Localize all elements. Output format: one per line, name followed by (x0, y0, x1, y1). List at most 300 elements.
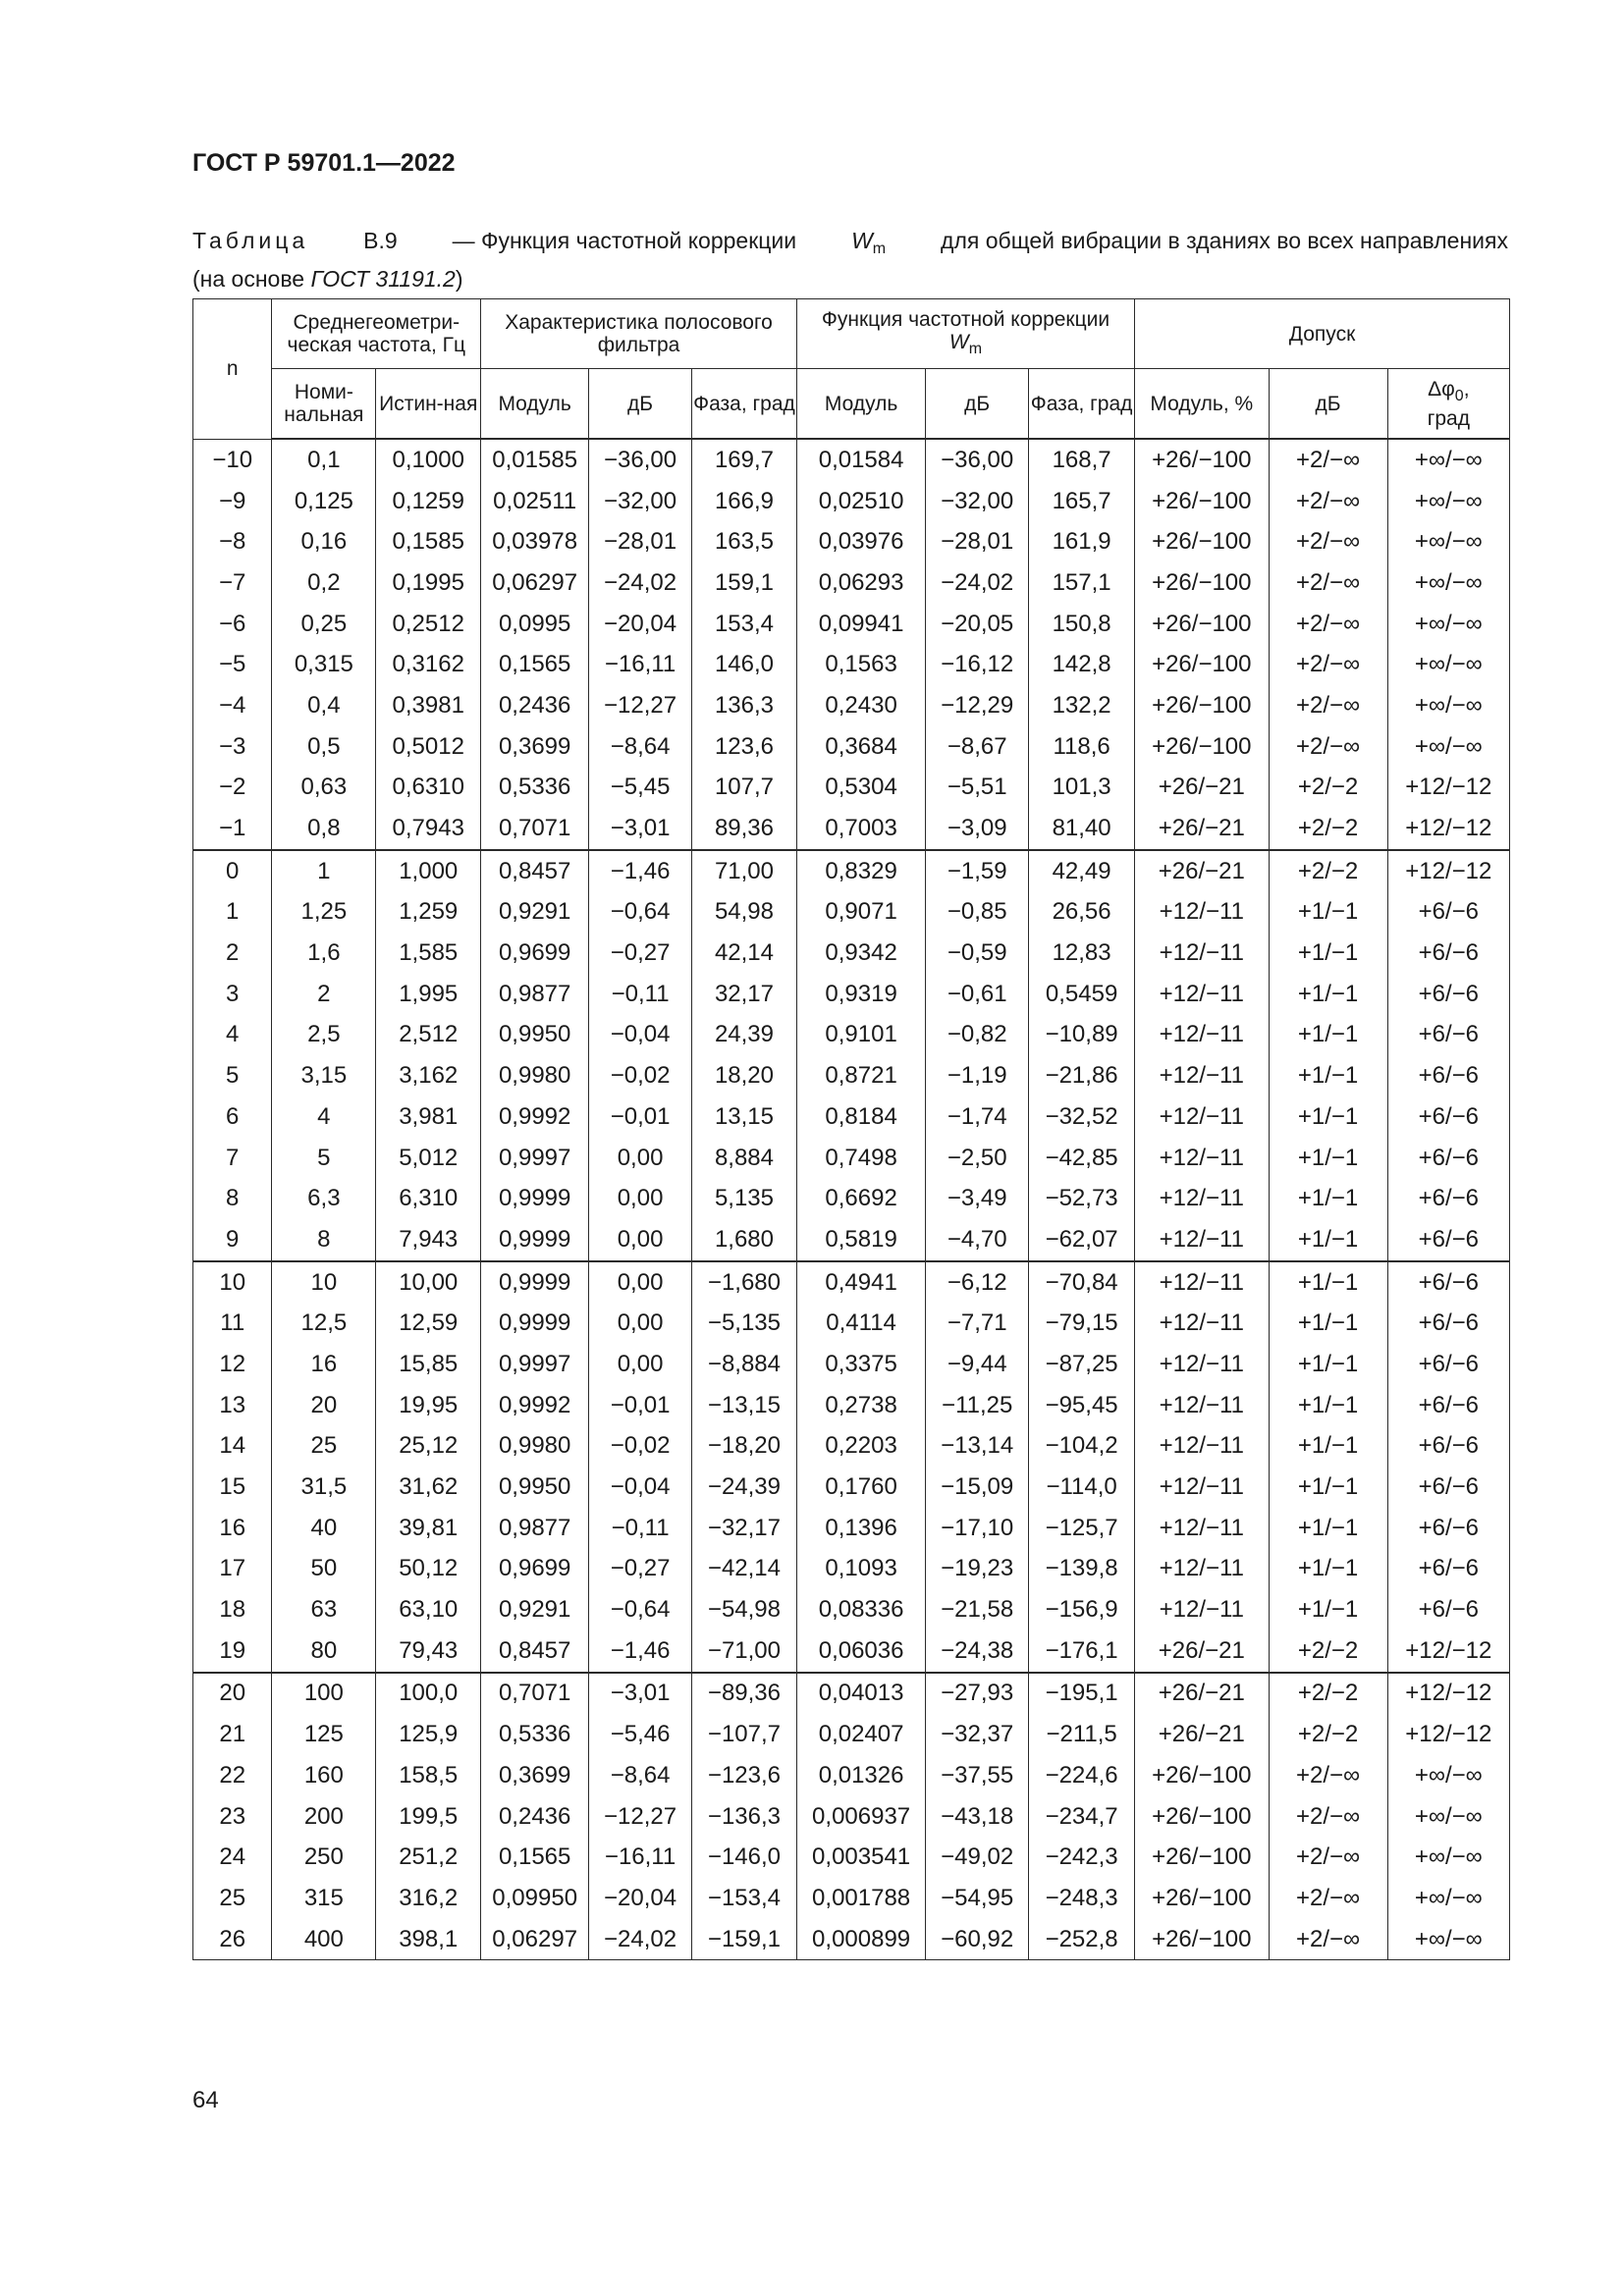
cell-filter-db: −0,27 (589, 1549, 692, 1590)
cell-correction-db: −54,95 (926, 1878, 1029, 1919)
cell-correction-phase: 42,49 (1029, 850, 1135, 892)
cell-n: −10 (193, 439, 272, 481)
table-row (193, 1919, 1510, 1960)
cell-tolerance-modulus: +12/−11 (1135, 1178, 1269, 1219)
cell-filter-db: 0,00 (589, 1303, 692, 1344)
cell-true-freq: 25,12 (376, 1426, 481, 1468)
cell-tolerance-modulus: +12/−11 (1135, 1055, 1269, 1096)
cell-correction-phase: −87,25 (1029, 1344, 1135, 1385)
cell-filter-phase: 166,9 (692, 481, 797, 522)
cell-filter-phase: 169,7 (692, 439, 797, 481)
cell-tolerance-phase: +∞/−∞ (1387, 644, 1509, 685)
cell-n: 9 (193, 1219, 272, 1261)
cell-filter-modulus: 0,09950 (481, 1878, 589, 1919)
cell-tolerance-modulus: +12/−11 (1135, 1344, 1269, 1385)
header-frequency-group: Среднегеометри-ческая частота, Гц (272, 299, 481, 369)
cell-true-freq: 199,5 (376, 1796, 481, 1838)
cell-correction-modulus: 0,03976 (796, 521, 925, 562)
cell-tolerance-phase: +6/−6 (1387, 1261, 1509, 1304)
cell-filter-db: −0,11 (589, 974, 692, 1015)
cell-n: 17 (193, 1549, 272, 1590)
cell-filter-modulus: 0,7071 (481, 1673, 589, 1715)
cell-correction-db: −0,59 (926, 933, 1029, 974)
cell-nominal-freq: 5 (272, 1138, 376, 1179)
cell-filter-modulus: 0,9997 (481, 1138, 589, 1179)
table-row (193, 644, 1510, 685)
cell-true-freq: 0,3162 (376, 644, 481, 685)
cell-correction-db: −1,19 (926, 1055, 1029, 1096)
header-tolerance-phase-symbol: Δφ (1428, 377, 1455, 400)
cell-n: 8 (193, 1178, 272, 1219)
cell-tolerance-modulus: +12/−11 (1135, 892, 1269, 934)
cell-filter-db: 0,00 (589, 1178, 692, 1219)
cell-nominal-freq: 0,1 (272, 439, 376, 481)
cell-correction-phase: −95,45 (1029, 1385, 1135, 1426)
cell-filter-modulus: 0,9999 (481, 1219, 589, 1261)
cell-true-freq: 7,943 (376, 1219, 481, 1261)
cell-filter-phase: 107,7 (692, 768, 797, 809)
cell-true-freq: 0,1000 (376, 439, 481, 481)
cell-correction-modulus: 0,7498 (796, 1138, 925, 1179)
caption-line-1 (192, 226, 1508, 264)
cell-tolerance-phase: +∞/−∞ (1387, 1755, 1509, 1796)
table-row (193, 481, 1510, 522)
cell-filter-modulus: 0,9999 (481, 1303, 589, 1344)
cell-nominal-freq: 20 (272, 1385, 376, 1426)
cell-tolerance-phase: +6/−6 (1387, 1055, 1509, 1096)
cell-tolerance-modulus: +12/−11 (1135, 1508, 1269, 1549)
cell-true-freq: 79,43 (376, 1630, 481, 1673)
table-row (193, 1508, 1510, 1549)
cell-tolerance-phase: +12/−12 (1387, 1673, 1509, 1715)
cell-tolerance-modulus: +12/−11 (1135, 1096, 1269, 1138)
cell-true-freq: 50,12 (376, 1549, 481, 1590)
cell-tolerance-db: +1/−1 (1269, 1015, 1387, 1056)
cell-n: −8 (193, 521, 272, 562)
cell-filter-db: 0,00 (589, 1344, 692, 1385)
cell-tolerance-db: +2/−∞ (1269, 726, 1387, 768)
cell-tolerance-modulus: +12/−11 (1135, 1467, 1269, 1508)
cell-tolerance-db: +2/−∞ (1269, 521, 1387, 562)
cell-true-freq: 12,59 (376, 1303, 481, 1344)
cell-tolerance-modulus: +12/−11 (1135, 1015, 1269, 1056)
cell-filter-modulus: 0,2436 (481, 1796, 589, 1838)
header-n: n (193, 299, 272, 440)
cell-tolerance-modulus: +12/−11 (1135, 1138, 1269, 1179)
cell-filter-phase: 146,0 (692, 644, 797, 685)
cell-correction-phase: −242,3 (1029, 1837, 1135, 1878)
cell-filter-db: −0,02 (589, 1426, 692, 1468)
cell-tolerance-modulus: +26/−100 (1135, 1755, 1269, 1796)
table-row (193, 1261, 1510, 1304)
cell-filter-db: −0,04 (589, 1015, 692, 1056)
table-row (193, 685, 1510, 726)
cell-tolerance-modulus: +26/−100 (1135, 685, 1269, 726)
cell-filter-phase: 71,00 (692, 850, 797, 892)
cell-tolerance-phase: +6/−6 (1387, 1589, 1509, 1630)
cell-tolerance-phase: +6/−6 (1387, 1138, 1509, 1179)
cell-correction-modulus: 0,1093 (796, 1549, 925, 1590)
cell-true-freq: 19,95 (376, 1385, 481, 1426)
cell-correction-modulus: 0,9071 (796, 892, 925, 934)
cell-correction-db: −32,37 (926, 1714, 1029, 1755)
cell-correction-db: −15,09 (926, 1467, 1029, 1508)
table-row (193, 1467, 1510, 1508)
cell-tolerance-phase: +∞/−∞ (1387, 1919, 1509, 1960)
cell-true-freq: 31,62 (376, 1467, 481, 1508)
cell-correction-db: −20,05 (926, 604, 1029, 645)
cell-true-freq: 1,995 (376, 974, 481, 1015)
cell-filter-phase: 123,6 (692, 726, 797, 768)
cell-filter-modulus: 0,06297 (481, 1919, 589, 1960)
table-row (193, 1178, 1510, 1219)
cell-filter-db: −1,46 (589, 1630, 692, 1673)
cell-filter-db: −0,64 (589, 892, 692, 934)
cell-correction-db: −4,70 (926, 1219, 1029, 1261)
cell-correction-modulus: 0,2203 (796, 1426, 925, 1468)
cell-nominal-freq: 0,5 (272, 726, 376, 768)
cell-filter-phase: −159,1 (692, 1919, 797, 1960)
cell-correction-db: −43,18 (926, 1796, 1029, 1838)
cell-n: −4 (193, 685, 272, 726)
cell-tolerance-phase: +∞/−∞ (1387, 1837, 1509, 1878)
table-row (193, 1878, 1510, 1919)
cell-tolerance-modulus: +12/−11 (1135, 1385, 1269, 1426)
cell-filter-modulus: 0,9699 (481, 933, 589, 974)
cell-correction-db: −49,02 (926, 1837, 1029, 1878)
cell-tolerance-phase: +12/−12 (1387, 768, 1509, 809)
cell-nominal-freq: 0,2 (272, 562, 376, 604)
cell-true-freq: 0,1995 (376, 562, 481, 604)
cell-filter-phase: 153,4 (692, 604, 797, 645)
cell-correction-phase: −114,0 (1029, 1467, 1135, 1508)
cell-filter-db: −36,00 (589, 439, 692, 481)
cell-filter-phase: 5,135 (692, 1178, 797, 1219)
cell-tolerance-modulus: +12/−11 (1135, 1219, 1269, 1261)
cell-nominal-freq: 8 (272, 1219, 376, 1261)
cell-tolerance-phase: +12/−12 (1387, 808, 1509, 850)
cell-tolerance-db: +1/−1 (1269, 1385, 1387, 1426)
cell-tolerance-phase: +6/−6 (1387, 974, 1509, 1015)
cell-correction-modulus: 0,9101 (796, 1015, 925, 1056)
cell-correction-modulus: 0,4114 (796, 1303, 925, 1344)
cell-correction-modulus: 0,8329 (796, 850, 925, 892)
cell-correction-phase: 161,9 (1029, 521, 1135, 562)
cell-correction-modulus: 0,7003 (796, 808, 925, 850)
cell-tolerance-modulus: +26/−100 (1135, 1878, 1269, 1919)
cell-tolerance-db: +2/−∞ (1269, 1919, 1387, 1960)
header-correction-db: дБ (926, 369, 1029, 440)
header-tolerance-group: Допуск (1135, 299, 1510, 369)
cell-filter-phase: 18,20 (692, 1055, 797, 1096)
cell-tolerance-db: +2/−∞ (1269, 604, 1387, 645)
cell-correction-db: −7,71 (926, 1303, 1029, 1344)
cell-n: 2 (193, 933, 272, 974)
caption-line2-prefix: (на основе (192, 266, 305, 292)
cell-tolerance-modulus: +26/−100 (1135, 481, 1269, 522)
cell-tolerance-db: +1/−1 (1269, 933, 1387, 974)
cell-true-freq: 0,6310 (376, 768, 481, 809)
cell-nominal-freq: 250 (272, 1837, 376, 1878)
cell-filter-modulus: 0,8457 (481, 850, 589, 892)
cell-correction-modulus: 0,3375 (796, 1344, 925, 1385)
cell-correction-modulus: 0,06293 (796, 562, 925, 604)
cell-filter-modulus: 0,8457 (481, 1630, 589, 1673)
cell-tolerance-db: +1/−1 (1269, 1589, 1387, 1630)
cell-tolerance-phase: +∞/−∞ (1387, 521, 1509, 562)
cell-tolerance-phase: +12/−12 (1387, 1714, 1509, 1755)
cell-correction-modulus: 0,06036 (796, 1630, 925, 1673)
cell-filter-modulus: 0,9992 (481, 1096, 589, 1138)
table-row (193, 1837, 1510, 1878)
header-row-1 (193, 299, 1510, 369)
cell-filter-modulus: 0,9877 (481, 1508, 589, 1549)
table-row (193, 1344, 1510, 1385)
cell-correction-phase: 0,5459 (1029, 974, 1135, 1015)
cell-tolerance-phase: +6/−6 (1387, 1219, 1509, 1261)
cell-true-freq: 100,0 (376, 1673, 481, 1715)
cell-nominal-freq: 0,4 (272, 685, 376, 726)
cell-true-freq: 10,00 (376, 1261, 481, 1304)
header-filter-phase: Фаза, град (692, 369, 797, 440)
cell-filter-phase: 54,98 (692, 892, 797, 934)
cell-correction-modulus: 0,08336 (796, 1589, 925, 1630)
cell-filter-modulus: 0,1565 (481, 1837, 589, 1878)
cell-filter-db: −0,02 (589, 1055, 692, 1096)
cell-correction-db: −24,38 (926, 1630, 1029, 1673)
cell-true-freq: 0,7943 (376, 808, 481, 850)
cell-true-freq: 3,981 (376, 1096, 481, 1138)
cell-tolerance-modulus: +12/−11 (1135, 933, 1269, 974)
cell-tolerance-phase: +6/−6 (1387, 892, 1509, 934)
cell-correction-phase: −62,07 (1029, 1219, 1135, 1261)
cell-tolerance-modulus: +26/−100 (1135, 562, 1269, 604)
header-tolerance-modulus: Модуль, % (1135, 369, 1269, 440)
cell-correction-phase: 101,3 (1029, 768, 1135, 809)
cell-correction-phase: −10,89 (1029, 1015, 1135, 1056)
cell-tolerance-phase: +∞/−∞ (1387, 562, 1509, 604)
cell-tolerance-phase: +∞/−∞ (1387, 726, 1509, 768)
cell-correction-db: −3,49 (926, 1178, 1029, 1219)
cell-nominal-freq: 50 (272, 1549, 376, 1590)
header-true: Истин-ная (376, 369, 481, 440)
cell-nominal-freq: 2 (272, 974, 376, 1015)
cell-correction-db: −21,58 (926, 1589, 1029, 1630)
cell-correction-db: −9,44 (926, 1344, 1029, 1385)
cell-tolerance-modulus: +26/−100 (1135, 1919, 1269, 1960)
cell-nominal-freq: 25 (272, 1426, 376, 1468)
cell-tolerance-modulus: +12/−11 (1135, 1549, 1269, 1590)
cell-true-freq: 125,9 (376, 1714, 481, 1755)
cell-true-freq: 3,162 (376, 1055, 481, 1096)
cell-nominal-freq: 12,5 (272, 1303, 376, 1344)
cell-correction-db: −0,85 (926, 892, 1029, 934)
table-row (193, 1796, 1510, 1838)
cell-true-freq: 2,512 (376, 1015, 481, 1056)
cell-true-freq: 1,585 (376, 933, 481, 974)
cell-correction-modulus: 0,9319 (796, 974, 925, 1015)
cell-filter-phase: 32,17 (692, 974, 797, 1015)
table-row (193, 1549, 1510, 1590)
cell-nominal-freq: 16 (272, 1344, 376, 1385)
cell-tolerance-phase: +6/−6 (1387, 933, 1509, 974)
cell-filter-phase: −8,884 (692, 1344, 797, 1385)
cell-filter-db: 0,00 (589, 1219, 692, 1261)
cell-correction-modulus: 0,001788 (796, 1878, 925, 1919)
cell-correction-db: −27,93 (926, 1673, 1029, 1715)
table-row (193, 1630, 1510, 1673)
cell-filter-modulus: 0,5336 (481, 1714, 589, 1755)
table-row (193, 1096, 1510, 1138)
cell-nominal-freq: 100 (272, 1673, 376, 1715)
cell-filter-db: −5,45 (589, 768, 692, 809)
header-row-2 (193, 369, 1510, 440)
cell-n: 1 (193, 892, 272, 934)
table-row (193, 808, 1510, 850)
cell-filter-db: −12,27 (589, 1796, 692, 1838)
cell-nominal-freq: 125 (272, 1714, 376, 1755)
header-correction-text: Функция частотной коррекции (821, 307, 1110, 331)
caption-line-2 (192, 264, 1508, 294)
cell-nominal-freq: 1,6 (272, 933, 376, 974)
cell-filter-phase: −54,98 (692, 1589, 797, 1630)
cell-true-freq: 251,2 (376, 1837, 481, 1878)
cell-nominal-freq: 31,5 (272, 1467, 376, 1508)
cell-tolerance-phase: +12/−12 (1387, 850, 1509, 892)
cell-correction-modulus: 0,1563 (796, 644, 925, 685)
cell-n: 4 (193, 1015, 272, 1056)
cell-filter-db: −8,64 (589, 1755, 692, 1796)
cell-tolerance-phase: +6/−6 (1387, 1015, 1509, 1056)
cell-filter-modulus: 0,9950 (481, 1015, 589, 1056)
cell-tolerance-db: +2/−2 (1269, 1714, 1387, 1755)
cell-correction-phase: −234,7 (1029, 1796, 1135, 1838)
cell-correction-modulus: 0,2738 (796, 1385, 925, 1426)
cell-correction-modulus: 0,2430 (796, 685, 925, 726)
cell-n: 25 (193, 1878, 272, 1919)
cell-nominal-freq: 1 (272, 850, 376, 892)
cell-filter-db: −8,64 (589, 726, 692, 768)
cell-correction-db: −32,00 (926, 481, 1029, 522)
cell-correction-db: −2,50 (926, 1138, 1029, 1179)
cell-true-freq: 1,000 (376, 850, 481, 892)
cell-nominal-freq: 315 (272, 1878, 376, 1919)
cell-tolerance-db: +2/−2 (1269, 768, 1387, 809)
caption-symbol-sub: m (872, 240, 887, 257)
cell-n: 7 (193, 1138, 272, 1179)
cell-correction-modulus: 0,000899 (796, 1919, 925, 1960)
cell-correction-phase: −248,3 (1029, 1878, 1135, 1919)
cell-correction-modulus: 0,09941 (796, 604, 925, 645)
cell-tolerance-phase: +6/−6 (1387, 1549, 1509, 1590)
caption-text-2: для общей вибрации в зданиях во всех направлениях (941, 228, 1508, 253)
cell-filter-db: −0,01 (589, 1385, 692, 1426)
cell-tolerance-phase: +∞/−∞ (1387, 1796, 1509, 1838)
cell-filter-db: −28,01 (589, 521, 692, 562)
cell-nominal-freq: 0,315 (272, 644, 376, 685)
caption-symbol-letter: W (851, 228, 873, 253)
cell-filter-phase: 136,3 (692, 685, 797, 726)
cell-correction-phase: −79,15 (1029, 1303, 1135, 1344)
cell-correction-phase: 168,7 (1029, 439, 1135, 481)
cell-n: 18 (193, 1589, 272, 1630)
cell-nominal-freq: 0,25 (272, 604, 376, 645)
cell-tolerance-modulus: +12/−11 (1135, 1426, 1269, 1468)
cell-filter-phase: −32,17 (692, 1508, 797, 1549)
header-correction-modulus: Модуль (796, 369, 925, 440)
cell-tolerance-db: +2/−2 (1269, 1673, 1387, 1715)
cell-filter-db: −0,27 (589, 933, 692, 974)
table-row (193, 850, 1510, 892)
table-row (193, 1755, 1510, 1796)
cell-tolerance-modulus: +12/−11 (1135, 1303, 1269, 1344)
cell-correction-phase: −70,84 (1029, 1261, 1135, 1304)
cell-filter-db: −16,11 (589, 644, 692, 685)
cell-tolerance-modulus: +12/−11 (1135, 974, 1269, 1015)
cell-filter-db: −0,04 (589, 1467, 692, 1508)
table-row (193, 1138, 1510, 1179)
weighting-table (192, 298, 1510, 1960)
header-tolerance-phase-sub: 0 (1454, 387, 1464, 404)
cell-n: 23 (193, 1796, 272, 1838)
cell-tolerance-phase: +∞/−∞ (1387, 439, 1509, 481)
cell-filter-phase: 89,36 (692, 808, 797, 850)
cell-correction-modulus: 0,5304 (796, 768, 925, 809)
cell-filter-db: −20,04 (589, 604, 692, 645)
cell-n: 15 (193, 1467, 272, 1508)
cell-correction-phase: 12,83 (1029, 933, 1135, 974)
cell-filter-modulus: 0,9291 (481, 892, 589, 934)
cell-correction-modulus: 0,9342 (796, 933, 925, 974)
cell-filter-phase: 24,39 (692, 1015, 797, 1056)
cell-correction-db: −0,61 (926, 974, 1029, 1015)
cell-filter-modulus: 0,9999 (481, 1178, 589, 1219)
header-filter-db: дБ (589, 369, 692, 440)
cell-nominal-freq: 63 (272, 1589, 376, 1630)
cell-filter-modulus: 0,9999 (481, 1261, 589, 1304)
cell-correction-modulus: 0,3684 (796, 726, 925, 768)
cell-filter-phase: 8,884 (692, 1138, 797, 1179)
cell-correction-modulus: 0,6692 (796, 1178, 925, 1219)
cell-true-freq: 63,10 (376, 1589, 481, 1630)
cell-correction-modulus: 0,8721 (796, 1055, 925, 1096)
table-head (193, 299, 1510, 440)
cell-filter-db: 0,00 (589, 1261, 692, 1304)
cell-filter-modulus: 0,01585 (481, 439, 589, 481)
cell-true-freq: 39,81 (376, 1508, 481, 1549)
cell-tolerance-phase: +6/−6 (1387, 1344, 1509, 1385)
header-correction-sub: m (968, 340, 983, 357)
cell-n: 16 (193, 1508, 272, 1549)
cell-correction-phase: −156,9 (1029, 1589, 1135, 1630)
cell-nominal-freq: 1,25 (272, 892, 376, 934)
cell-nominal-freq: 400 (272, 1919, 376, 1960)
cell-tolerance-db: +1/−1 (1269, 1261, 1387, 1304)
cell-filter-modulus: 0,9699 (481, 1549, 589, 1590)
cell-n: 6 (193, 1096, 272, 1138)
cell-n: −1 (193, 808, 272, 850)
cell-correction-db: −24,02 (926, 562, 1029, 604)
page-number: 64 (192, 2087, 219, 2113)
cell-filter-db: −32,00 (589, 481, 692, 522)
cell-filter-modulus: 0,9997 (481, 1344, 589, 1385)
cell-nominal-freq: 0,8 (272, 808, 376, 850)
cell-filter-modulus: 0,9950 (481, 1467, 589, 1508)
cell-filter-modulus: 0,5336 (481, 768, 589, 809)
cell-n: −3 (193, 726, 272, 768)
table-row (193, 1015, 1510, 1056)
cell-correction-modulus: 0,01326 (796, 1755, 925, 1796)
